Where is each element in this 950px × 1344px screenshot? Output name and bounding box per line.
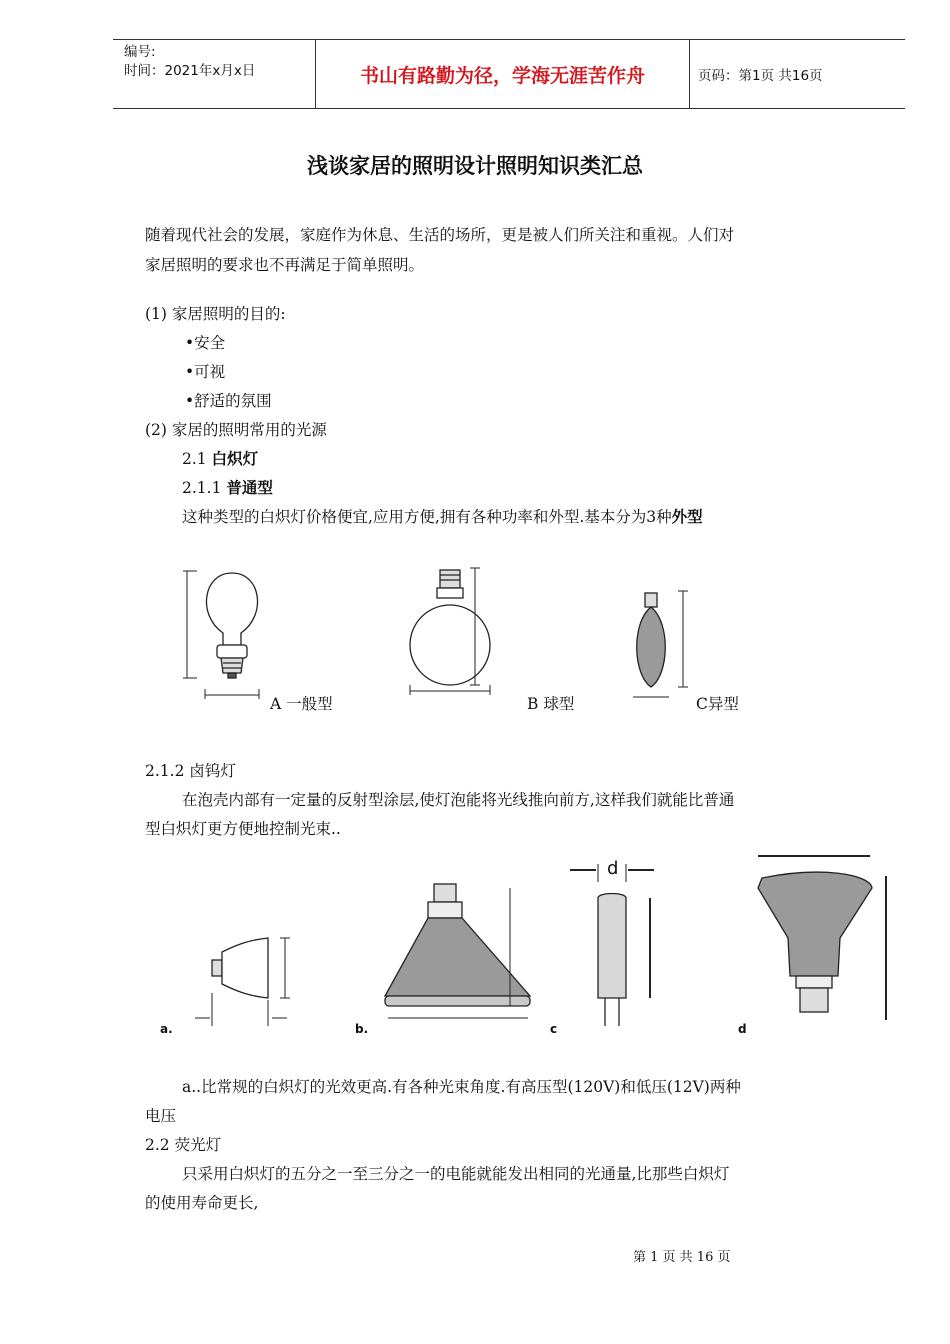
intro-line-2: 家居照明的要求也不再满足于简单照明。 xyxy=(145,256,425,274)
r-lamp-icon xyxy=(758,856,886,1020)
section-2-2-heading: 2.2 荧光灯 xyxy=(145,1136,222,1154)
intro-line-1: 随着现代社会的发展，家庭作为休息、生活的场所，更是被人们所关注和重视。人们对 xyxy=(145,226,735,244)
section-2-1-2-heading: 2.1.2 卤钨灯 xyxy=(145,762,236,780)
motto: 书山有路勤为径，学海无涯苦作舟 xyxy=(316,40,690,108)
section-title: 白炽灯 xyxy=(211,450,259,468)
capsule-lamp-icon xyxy=(570,864,654,1026)
document-title: 浅谈家居的照明设计照明知识类汇总 xyxy=(307,154,643,178)
header-meta xyxy=(113,40,316,108)
time-label: 时间：2021年x月x日 xyxy=(124,63,256,79)
section-2-1-1-text xyxy=(182,506,703,528)
section-number: 2.1 xyxy=(182,450,207,468)
section2-heading: (2) 家居的照明常用的光源 xyxy=(145,421,327,439)
globe-bulb-icon xyxy=(410,568,490,695)
candle-bulb-icon xyxy=(633,591,688,697)
header-table xyxy=(113,39,905,109)
bulb-shapes-figure xyxy=(175,565,695,705)
caption-a: A 一般型 xyxy=(270,695,333,713)
section-number: 2.1.1 xyxy=(182,479,222,497)
section-2-1-2-line-1: 在泡壳内部有一定量的反射型涂层,使灯泡能将光线推向前方,这样我们就能比普通 xyxy=(182,791,735,809)
section-2-1 xyxy=(182,448,258,470)
par-reflector-lamp-icon xyxy=(385,884,530,1018)
bullet-atmosphere: •舒适的氛围 xyxy=(185,392,272,410)
bullet-visible: •可视 xyxy=(185,363,226,381)
halogen-lamps-figure xyxy=(150,848,910,1038)
section-2-2-line-1: 只采用白炽灯的五分之一至三分之一的电能就能发出相同的光通量,比那些白炽灯 xyxy=(182,1165,730,1183)
figure-label-c: c xyxy=(550,1022,558,1036)
body-text: 这种类型的白炽灯价格便宜,应用方便,拥有各种功率和外型.基本分为3种 xyxy=(182,508,672,526)
section-title: 普通型 xyxy=(226,479,273,497)
figure-label-a: a. xyxy=(160,1022,173,1036)
figure-label-d: d xyxy=(738,1022,747,1036)
capsule-dim-d: d xyxy=(607,858,619,879)
page-footer: 第 1 页 共 16 页 xyxy=(633,1250,731,1265)
caption-b: B 球型 xyxy=(527,695,575,713)
figure-label-b: b. xyxy=(355,1022,369,1036)
body-text-bold: 外型 xyxy=(671,508,703,526)
section-2-1-1 xyxy=(182,477,273,499)
section-2-1-2-line-2: 型白炽灯更方便地控制光束.. xyxy=(145,820,341,838)
para-a-line-1: a..比常规的白炽灯的光效更高.有各种光束角度.有高压型(120V)和低压(12V)两种 xyxy=(182,1078,741,1096)
bullet-safety: •安全 xyxy=(185,334,226,352)
mr-reflector-lamp-icon xyxy=(195,938,290,1026)
section-2-2-line-2: 的使用寿命更长, xyxy=(145,1194,259,1212)
general-bulb-icon xyxy=(183,571,259,699)
para-a-line-2: 电压 xyxy=(145,1107,177,1125)
section1-heading: (1) 家居照明的目的: xyxy=(145,305,286,323)
caption-c: C异型 xyxy=(696,695,739,713)
number-label: 编号: xyxy=(124,44,156,60)
page-info: 页码：第1页 共16页 xyxy=(698,68,823,84)
